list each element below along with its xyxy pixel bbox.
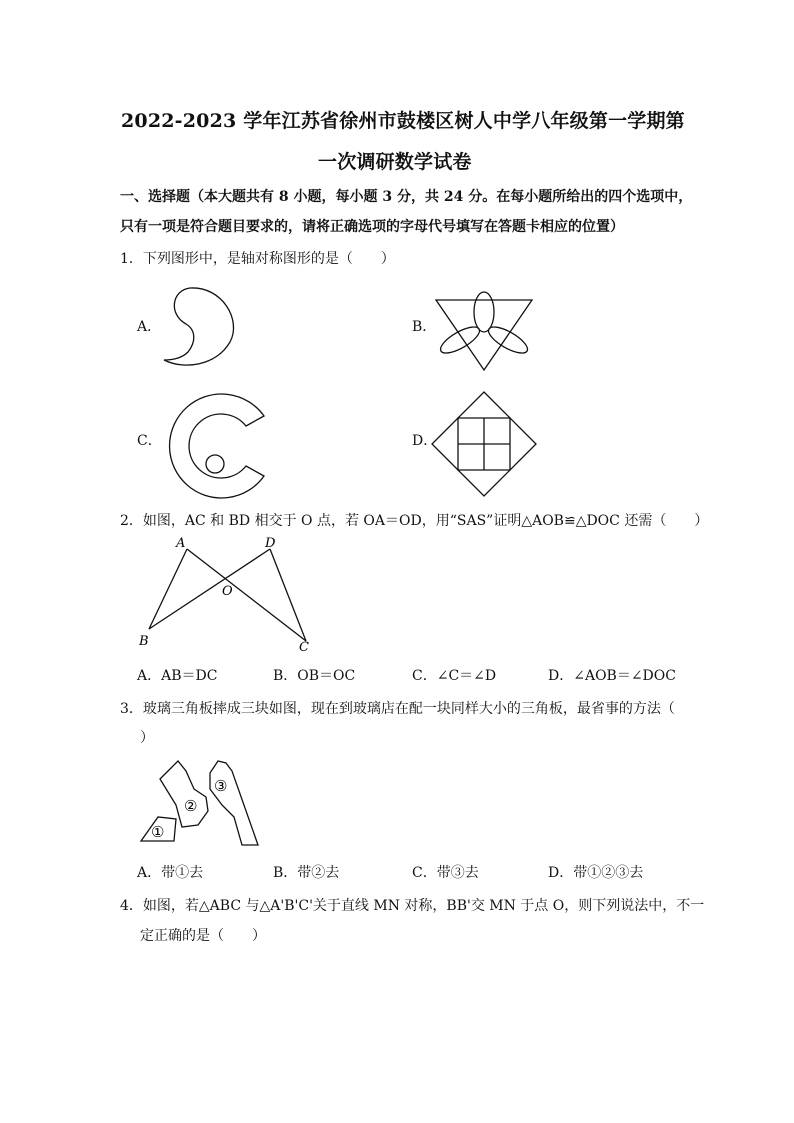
q1-option-b-label: B． xyxy=(412,319,437,335)
q2-option-c: C．∠C＝∠D xyxy=(412,668,497,684)
q4-stem-line1: 4．如图，若△ABC 与△A'B'C'关于直线 MN 对称，BB'交 MN 于点 O，则下列说法中，不一 xyxy=(120,898,705,914)
q2-label-o: O xyxy=(222,584,233,599)
q3-piece-1: ① xyxy=(151,823,165,841)
q3-figure-broken-triangle xyxy=(138,757,268,847)
q3-option-d: D．带①②③去 xyxy=(548,865,644,881)
q3-piece-2: ② xyxy=(184,797,198,815)
q2-option-d: D．∠AOB＝∠DOC xyxy=(548,668,676,684)
q2-stem: 2．如图，AC 和 BD 相交于 O 点，若 OA＝OD，用“SAS”证明△AOB≌△DOC 还需（ ） xyxy=(120,513,709,529)
q3-option-c: C．带③去 xyxy=(412,865,479,881)
q2-label-c: C xyxy=(299,640,309,655)
q1-figure-c-ring xyxy=(156,386,276,506)
q3-option-a: A．带①去 xyxy=(137,865,204,881)
q2-label-b: B xyxy=(139,634,149,649)
q2-figure-crossed-triangles xyxy=(132,535,332,665)
q2-label-d: D xyxy=(265,536,276,551)
q3-stem-line1: 3．玻璃三角板摔成三块如图，现在到玻璃店在配一块同样大小的三角板，最省事的方法（ xyxy=(120,701,675,717)
q2-option-a: A．AB＝DC xyxy=(137,668,218,684)
q2-option-b: B．OB＝OC xyxy=(273,668,356,684)
q1-figure-b-star-triangle xyxy=(434,286,534,376)
q3-piece-3: ③ xyxy=(214,777,228,795)
q2-label-a: A xyxy=(176,536,186,551)
section-heading-line2: 只有一项是符合题目要求的，请将正确选项的字母代号填写在答题卡相应的位置） xyxy=(120,219,624,235)
q3-stem-line2: ） xyxy=(140,730,154,746)
section-heading-line1: 一、选择题（本大题共有 8 小题，每小题 3 分，共 24 分。在每小题所给出的四个选项中， xyxy=(120,189,693,205)
q1-figure-a-comma-shape xyxy=(160,282,240,372)
q1-figure-d-square-pinwheel xyxy=(430,390,540,500)
q4-stem-line2: 定正确的是（ ） xyxy=(140,928,266,944)
q3-option-b: B．带②去 xyxy=(273,865,340,881)
q1-option-d-label: D． xyxy=(412,433,438,449)
q1-option-a-label: A． xyxy=(137,319,162,335)
q1-stem: 1．下列图形中，是轴对称图形的是（ ） xyxy=(120,251,395,267)
q1-option-c-label: C． xyxy=(137,433,162,449)
page-title-line2: 一次调研数学试卷 xyxy=(318,151,472,173)
page-title-line1: 2022-2023 学年江苏省徐州市鼓楼区树人中学八年级第一学期第 xyxy=(121,110,685,132)
